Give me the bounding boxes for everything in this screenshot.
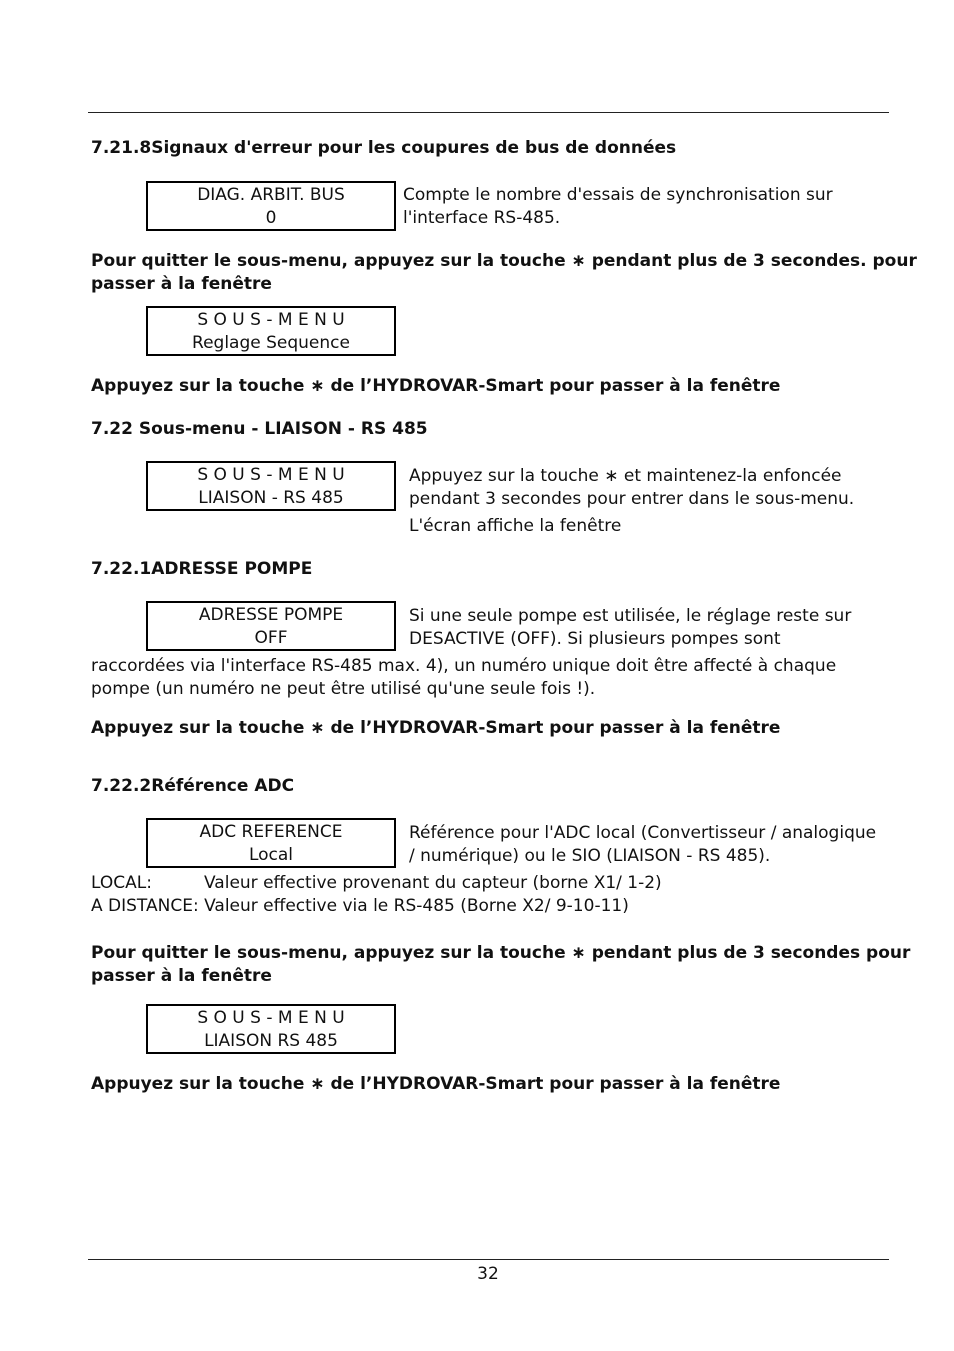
instruction-line: passer à la fenêtre (91, 274, 272, 294)
display-description (409, 605, 851, 651)
display-adc-reference (146, 818, 396, 868)
press-instruction (91, 375, 780, 398)
instruction-text: Appuyez sur la touche (91, 1074, 305, 1094)
display-line-1: ADC REFERENCE (199, 822, 343, 842)
display-description (409, 822, 876, 868)
section-heading-7-21-8: 7.21.8Signaux d'erreur pour les coupures de bus de données (91, 138, 677, 158)
instruction-text: Pour quitter le sous-menu, appuyez sur la touche (91, 943, 566, 963)
option-local (91, 872, 662, 895)
display-line-1: ADRESSE POMPE (198, 605, 344, 625)
body-text: pompe (un numéro ne peut être utilisé qu'une seule fois !). (91, 679, 596, 699)
instruction-text: de l’HYDROVAR-Smart pour passer à la fenêtre (330, 376, 781, 396)
display-line-1: S O U S - M E N U (197, 1008, 345, 1028)
description-line: / numérique) ou le SIO (LIAISON - RS 485). (409, 846, 771, 866)
instruction-line: passer à la fenêtre (91, 966, 272, 986)
instruction-text: Appuyez sur la touche (91, 376, 305, 396)
page-number: 32 (477, 1264, 499, 1284)
instruction-text: pendant plus de 3 secondes. pour (591, 251, 917, 271)
option-label: A DISTANCE: (91, 896, 199, 916)
description-line: DESACTIVE (OFF). Si plusieurs pompes sont (409, 629, 781, 649)
option-value: Valeur effective provenant du capteur (borne X1/ 1-2) (204, 873, 662, 893)
description-line (409, 465, 854, 488)
display-description (409, 465, 854, 538)
description-line: l'interface RS-485. (403, 208, 561, 228)
body-text: raccordées via l'interface RS-485 max. 4), un numéro unique doit être affecté à chaque (91, 656, 837, 676)
star-key-icon: ∗ (604, 466, 619, 486)
star-key-icon: ∗ (310, 1074, 325, 1094)
instruction-text: Pour quitter le sous-menu, appuyez sur la touche (91, 251, 566, 271)
display-line-1: S O U S - M E N U (197, 465, 345, 485)
option-value: Valeur effective via le RS-485 (Borne X2/ 9-10-11) (204, 896, 629, 916)
option-label: LOCAL: (91, 873, 152, 893)
display-line-2: OFF (254, 628, 288, 648)
display-adresse-pompe (146, 601, 396, 651)
display-line-2: Reglage Sequence (192, 333, 350, 353)
display-sous-menu-liaison-rs485 (146, 1004, 396, 1054)
press-instruction (91, 1073, 780, 1096)
instruction-text: Appuyez sur la touche (91, 718, 305, 738)
display-line-2: 0 (265, 208, 277, 228)
star-key-icon: ∗ (571, 251, 586, 271)
display-line-2: Local (248, 845, 294, 865)
option-remote (91, 895, 629, 918)
star-key-icon: ∗ (310, 376, 325, 396)
description-line: Référence pour l'ADC local (Convertisseur / analogique (409, 823, 877, 843)
description-line: pendant 3 secondes pour entrer dans le sous-menu. (409, 489, 855, 509)
display-line-2: LIAISON RS 485 (204, 1031, 338, 1051)
instruction-text: de l’HYDROVAR-Smart pour passer à la fenêtre (330, 718, 781, 738)
display-line-1: S O U S - M E N U (197, 310, 345, 330)
star-key-icon: ∗ (571, 943, 586, 963)
description-line: Compte le nombre d'essais de synchronisation sur (403, 185, 833, 205)
section-heading-7-22: 7.22 Sous-menu - LIAISON - RS 485 (91, 419, 428, 439)
description-text: et maintenez-la enfoncée (623, 466, 842, 486)
press-instruction (91, 717, 780, 740)
description-line: L'écran affiche la fenêtre (409, 516, 622, 536)
description-line: Si une seule pompe est utilisée, le réglage reste sur (409, 606, 852, 626)
star-key-icon: ∗ (310, 718, 325, 738)
instruction-text: pendant plus de 3 secondes pour (591, 943, 911, 963)
display-line-2: LIAISON - RS 485 (198, 488, 344, 508)
display-line-1: DIAG. ARBIT. BUS (197, 185, 345, 205)
instruction-line (91, 942, 910, 965)
display-description (403, 184, 833, 230)
description-text: Appuyez sur la touche (409, 466, 599, 486)
instruction-line (91, 250, 917, 273)
display-diag-arbit-bus (146, 181, 396, 231)
display-sous-menu-reglage (146, 306, 396, 356)
header-rule (88, 112, 889, 113)
section-heading-7-22-1: 7.22.1ADRESSE POMPE (91, 559, 313, 579)
section-heading-7-22-2: 7.22.2Référence ADC (91, 776, 295, 796)
instruction-text: de l’HYDROVAR-Smart pour passer à la fenêtre (330, 1074, 781, 1094)
footer-rule (88, 1259, 889, 1260)
display-sous-menu-liaison (146, 461, 396, 511)
